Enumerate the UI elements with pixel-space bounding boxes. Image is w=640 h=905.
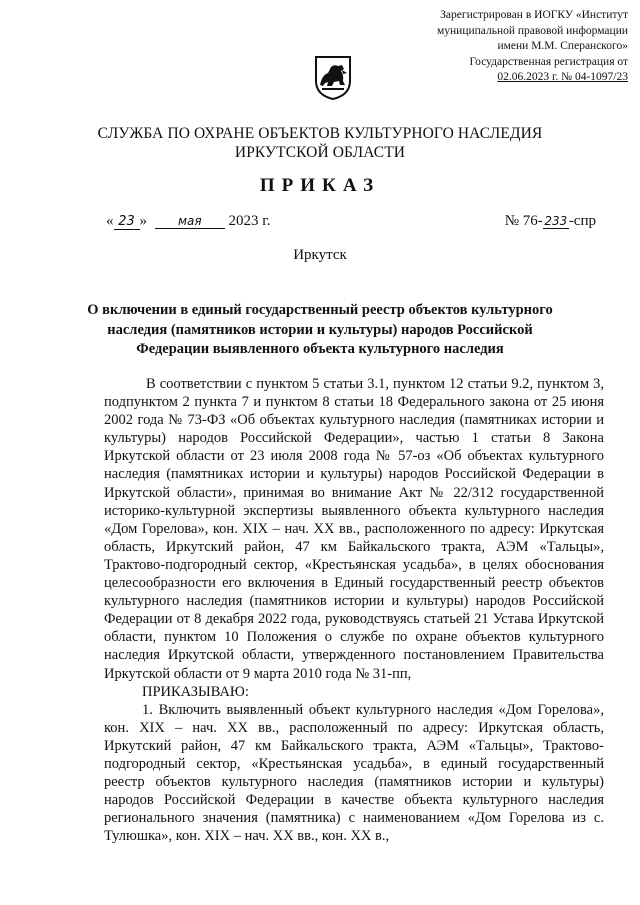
- agency-name-line2: ИРКУТСКОЙ ОБЛАСТИ: [234, 144, 406, 161]
- order-command: ПРИКАЗЫВАЮ:: [142, 683, 249, 700]
- document-type: ПРИКАЗ: [259, 175, 381, 196]
- registration-line: 02.06.2023 г. № 04-1097/23: [497, 71, 628, 83]
- number-value: 233: [544, 214, 568, 228]
- document-city: Иркутск: [293, 247, 347, 263]
- registration-stamp: [418, 8, 628, 86]
- date-open-quote: «: [106, 213, 114, 229]
- order-item-1: 1. Включить выявленный объект культурного наследия «Дом Горелова», кон. XIX – нач. XX вв., расположенный по адресу: Иркутская область, Иркутский район, 47 км Байкальского тракта, АЭМ «Тальцы», Трактово-подгородный сектор, «Крестьянская усадьба», в единый государственный реестр объектов культурного наследия (памятников истории и культуры) народов Российской Федерации в качестве объекта культурного наследия регионального значения (памятника) с наименованием «Дом Горелова из с. Тулюшка», кон. XIX – нач. XX вв., кон. XX в.,: [104, 701, 604, 845]
- date-day: 23: [114, 214, 140, 230]
- document-body: [104, 375, 604, 845]
- irkutsk-coat-of-arms-icon: [314, 55, 352, 101]
- date-year: 2023 г.: [228, 213, 271, 229]
- date-close-quote: »: [139, 213, 147, 229]
- date-month: мая: [155, 214, 225, 229]
- document-date: [106, 213, 270, 230]
- registration-line: Государственная регистрация от: [469, 55, 628, 68]
- preamble-paragraph: В соответствии с пунктом 5 статьи 3.1, пунктом 12 статьи 9.2, пунктом 3, подпунктом 2 пункта 7 и пунктом 8 статьи 18 Федерального закона от 25 июня 2002 года № 73-ФЗ «Об объектах культурного наследия (памятниках истории и культуры) народов Российской Федерации», частью 1 статьи 8 Закона Иркутской области от 23 июля 2008 года № 57-оз «Об объектах культурного наследия (памятниках истории и культуры) народов Российской Федерации в Иркутской области», принимая во внимание Акт № 22/312 государственной историко-культурной экспертизы выявленного объекта культурного наследия «Дом Горелова», кон. XIX – нач. XX вв., расположенного по адресу: Иркутская область, Иркутский район, 47 км Байкальского тракта, АЭМ «Тальцы», Трактово-подгородный сектор, «Крестьянская усадьба», в целях обоснования целесообразности его включения в Единый государственный реестр объектов культурного наследия (памятников истории и культуры) народов Российской Федерации от 8 декабря 2022 года, руководствуясь статьей 21 Устава Иркутской области, пунктом 10 Положения о службе по охране объектов культурного наследия Иркутской области, утвержденного постановлением Правительства Иркутской области от 9 марта 2010 года № 31-пп,: [104, 376, 604, 682]
- number-prefix: № 76-: [504, 213, 543, 229]
- document-number: [505, 213, 596, 230]
- number-suffix: -спр: [568, 213, 596, 229]
- registration-line: Зарегистрирован в ИОГКУ «Институт: [440, 9, 628, 21]
- document-title: О включении в единый государственный реестр объектов культурного наследия (памятников истории и культуры) народов Российской Федерации выявленного объекта культурного наследия: [87, 302, 553, 357]
- registration-line: муниципальной правовой информации: [436, 24, 628, 37]
- agency-header: [0, 124, 640, 162]
- registration-line: имени М.М. Сперанского»: [497, 40, 628, 52]
- agency-name-line1: СЛУЖБА ПО ОХРАНЕ ОБЪЕКТОВ КУЛЬТУРНОГО НАСЛЕДИЯ: [97, 125, 543, 142]
